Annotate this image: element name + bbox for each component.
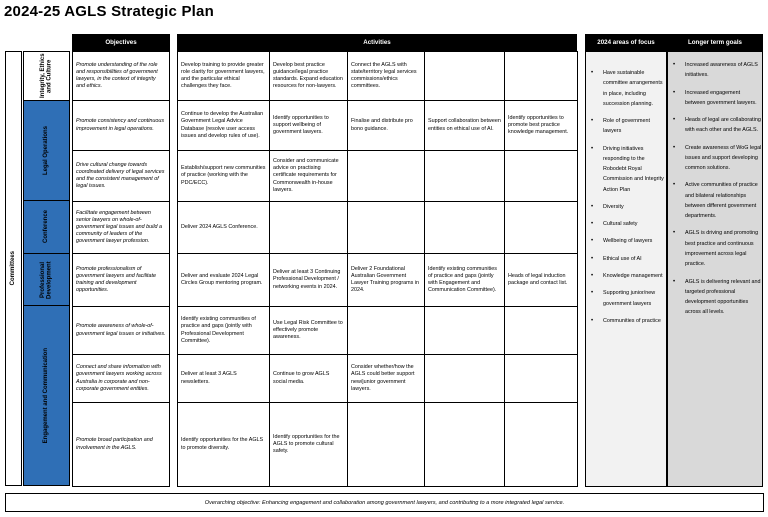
- activity-cell: Identify opportunities for the AGLS to promote cultural safety.: [270, 403, 348, 487]
- activity-cell: [505, 202, 578, 254]
- activities-header: Activities: [177, 34, 577, 51]
- objective-cell: Promote awareness of whole-of-government legal issues or initiatives.: [73, 307, 170, 355]
- focus-header: 2024 areas of focus: [585, 34, 667, 51]
- activity-cell: [425, 307, 505, 355]
- goal-item: • AGLS is delivering relevant and targeted professional development opportunities across all levels.: [668, 277, 762, 318]
- objective-cell: Connect and share information with government lawyers working across Australia in corporate and non-corporate government entities.: [73, 355, 170, 403]
- goal-item: • Increased engagement between government lawyers.: [668, 88, 762, 109]
- activity-cell: Deliver and evaluate 2024 Legal Circles Group mentoring program.: [178, 254, 270, 307]
- activity-cell: [425, 52, 505, 101]
- activity-cell: Continue to grow AGLS social media.: [270, 355, 348, 403]
- objective-cell: Drive cultural change towards coordinated delivery of legal services and the consistent management of legal issues.: [73, 151, 170, 202]
- activity-cell: Connect the AGLS with state/territory legal services commissions/ethics committees.: [348, 52, 425, 101]
- goal-item: • Active communities of practice and bilateral relationships between different government departments.: [668, 180, 762, 221]
- activity-cell: [505, 307, 578, 355]
- category-label: Legal Operations: [43, 125, 50, 175]
- activity-cell: Use Legal Risk Committee to effectively promote awareness.: [270, 307, 348, 355]
- category-legal-operations: [23, 101, 70, 201]
- category-label: Engagement and Communication: [43, 347, 50, 444]
- activity-cell: [348, 151, 425, 202]
- focus-list: [586, 68, 666, 326]
- focus-item: • Diversity: [586, 202, 666, 212]
- committees-label: [5, 51, 22, 486]
- activity-cell: Identify opportunities for the AGLS to promote diversity.: [178, 403, 270, 487]
- activity-cell: Deliver at least 3 Continuing Professional Development / networking events in 2024.: [270, 254, 348, 307]
- activity-cell: Identify opportunities to promote best practice knowledge management.: [505, 101, 578, 151]
- objectives-header: Objectives: [72, 34, 170, 51]
- activity-cell: Consider and communicate advice on practising certificate requirements for Commonwealth in-house lawyers.: [270, 151, 348, 202]
- activity-cell: Consider whether/how the AGLS could better support new/junior government lawyers.: [348, 355, 425, 403]
- category-conference: [23, 201, 70, 254]
- objective-cell: Promote understanding of the role and responsibilities of government lawyers, in the context of integrity and ethics.: [73, 52, 170, 101]
- focus-item: • Communities of practice: [586, 316, 666, 326]
- category-label: Professional Development: [39, 260, 53, 299]
- activity-cell: Establish/support new communities of practice (working with the PDC/ECC).: [178, 151, 270, 202]
- activity-cell: [270, 202, 348, 254]
- objectives-table: [72, 51, 170, 487]
- activity-cell: [505, 355, 578, 403]
- focus-item: • Cultural safety: [586, 219, 666, 229]
- focus-item: • Have sustainable committee arrangements in place, including succession planning.: [586, 68, 666, 109]
- goal-item: • Increased awareness of AGLS initiatives.: [668, 60, 762, 81]
- objective-cell: Promote professionalism of government lawyers and facilitate training and development opportunities.: [73, 254, 170, 307]
- activity-cell: [425, 403, 505, 487]
- activity-cell: [505, 52, 578, 101]
- goal-item: • Heads of legal are collaborating with each other and the AGLS.: [668, 115, 762, 136]
- activity-cell: Identify existing communities of practice and gaps (jointly with Engagement and Communication Committee).: [425, 254, 505, 307]
- category-label: Integrity, Ethics and Culture: [39, 53, 53, 99]
- focus-item: • Driving initiatives responding to the Robodebt Royal Commission and Integrity Action Plan: [586, 144, 666, 195]
- activity-cell: Deliver 2024 AGLS Conference.: [178, 202, 270, 254]
- activities-table: [177, 51, 578, 487]
- activity-cell: Identify opportunities to support wellbeing of government lawyers.: [270, 101, 348, 151]
- category-integrity: [23, 51, 70, 101]
- goal-item: • Create awareness of WoG legal issues and support developing common solutions.: [668, 143, 762, 174]
- category-label: Conference: [43, 210, 50, 244]
- longer-term-header: Longer term goals: [667, 34, 763, 51]
- objective-cell: Facilitate engagement between senior lawyers on whole-of-government legal issues and build a community of leaders of the government lawyer profession.: [73, 202, 170, 254]
- activity-cell: Deliver at least 3 AGLS newsletters.: [178, 355, 270, 403]
- focus-item: • Wellbeing of lawyers: [586, 236, 666, 246]
- activity-cell: Deliver 2 Foundational Australian Government Lawyer Training programs in 2024.: [348, 254, 425, 307]
- activity-cell: Develop best practice guidance/legal practice standards. Expand education resources for non-lawyers.: [270, 52, 348, 101]
- focus-item: • Knowledge management: [586, 271, 666, 281]
- activity-cell: Heads of legal induction package and contact list.: [505, 254, 578, 307]
- activity-cell: Support collaboration between entities on ethical use of AI.: [425, 101, 505, 151]
- focus-item: • Role of government lawyers: [586, 116, 666, 137]
- longer-term-panel: [667, 51, 763, 487]
- activity-cell: [348, 403, 425, 487]
- activity-cell: [505, 151, 578, 202]
- activity-cell: Continue to develop the Australian Government Legal Advice Database (resolve user access issues and develop rules of use).: [178, 101, 270, 151]
- category-professional-development: [23, 254, 70, 306]
- activity-cell: [505, 403, 578, 487]
- focus-item: • Ethical use of AI: [586, 254, 666, 264]
- activity-cell: [348, 307, 425, 355]
- longer-term-list: [668, 60, 762, 318]
- activity-cell: Finalise and distribute pro bono guidance.: [348, 101, 425, 151]
- activity-cell: [425, 355, 505, 403]
- goal-item: • AGLS is driving and promoting best practice and continuous improvement across legal practice.: [668, 228, 762, 269]
- focus-item: • Supporting junior/new government lawyers: [586, 288, 666, 309]
- activity-cell: Identify existing communities of practice and gaps (jointly with Professional Development Committee).: [178, 307, 270, 355]
- objective-cell: Promote broad participation and involvement in the AGLS.: [73, 403, 170, 487]
- activity-cell: [425, 202, 505, 254]
- activity-cell: Develop training to provide greater role clarity for government lawyers, and the particular ethical challenges they face.: [178, 52, 270, 101]
- committees-text: Committees: [10, 251, 17, 286]
- activity-cell: [348, 202, 425, 254]
- focus-panel: [585, 51, 667, 487]
- category-engagement-communication: [23, 306, 70, 486]
- overarching-objective: Overarching objective: Enhancing engagement and collaboration among government lawyers, and contributing to a more integrated legal service.: [5, 493, 764, 512]
- activity-cell: [425, 151, 505, 202]
- objective-cell: Promote consistency and continuous improvement in legal operations.: [73, 101, 170, 151]
- page-title: 2024-25 AGLS Strategic Plan: [4, 3, 214, 20]
